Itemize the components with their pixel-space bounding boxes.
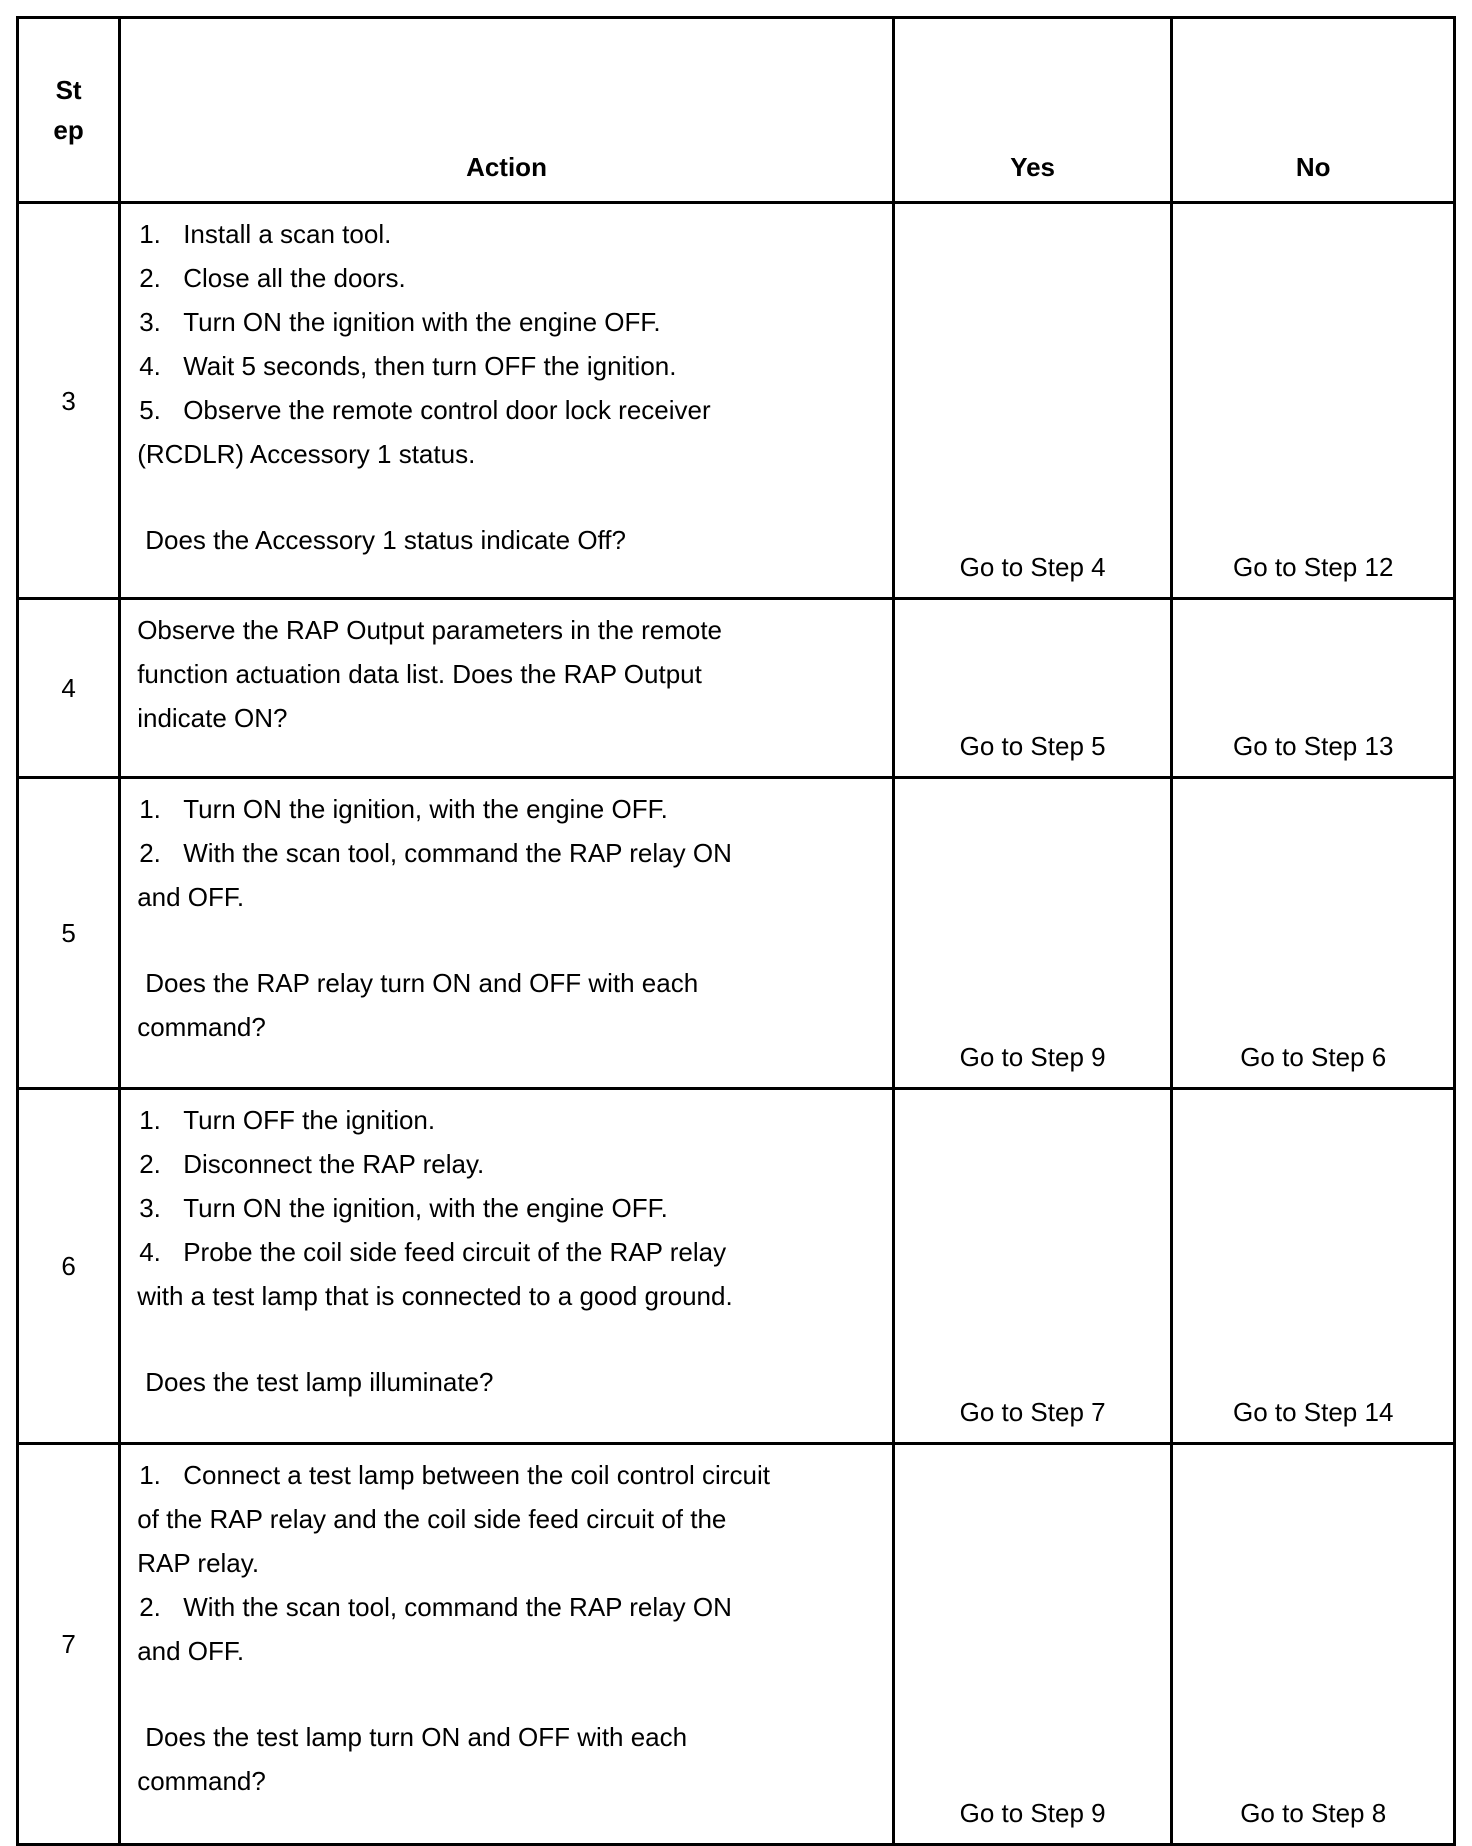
action-step-number: 2.: [139, 838, 161, 868]
action-cell: [120, 203, 894, 599]
no-result: Go to Step 13: [1172, 599, 1455, 778]
action-text-line: and OFF.: [137, 1636, 245, 1666]
action-question: Does the test lamp illuminate?: [145, 1367, 494, 1397]
action-step-number: 5.: [139, 395, 161, 425]
table-row: [18, 203, 1455, 599]
line-spacer: [137, 476, 878, 518]
action-step-item: [137, 1186, 878, 1230]
step-number: 6: [18, 1089, 120, 1444]
action-step-text: Turn ON the ignition, with the engine OFF.: [183, 794, 668, 824]
action-step-item: [137, 1585, 878, 1629]
action-step-text: Close all the doors.: [183, 263, 406, 293]
action-question: Does the test lamp turn ON and OFF with each: [145, 1722, 688, 1752]
table-row: [18, 599, 1455, 778]
action-text-line: and OFF.: [137, 882, 245, 912]
action-step-number: 3.: [139, 1193, 161, 1223]
line-spacer: [137, 919, 878, 961]
header-action: Action: [120, 18, 894, 203]
action-step-item: [137, 787, 878, 831]
header-row: [18, 18, 1455, 203]
diagnostic-table: [16, 16, 1456, 1846]
action-text-line: function actuation data list. Does the RAP Output: [137, 659, 702, 689]
action-step-text: Turn ON the ignition with the engine OFF.: [183, 307, 661, 337]
action-step-text: Install a scan tool.: [183, 219, 392, 249]
action-step-number: 2.: [139, 1592, 161, 1622]
action-step-item: [137, 1098, 878, 1142]
action-step-item: [137, 256, 878, 300]
header-no: No: [1172, 18, 1455, 203]
action-step-item: [137, 388, 878, 432]
yes-result: Go to Step 9: [893, 778, 1172, 1089]
line-spacer: [137, 1673, 878, 1715]
no-result: Go to Step 12: [1172, 203, 1455, 599]
table-row: [18, 778, 1455, 1089]
action-step-number: 2.: [139, 1149, 161, 1179]
action-step-number: 4.: [139, 1237, 161, 1267]
header-step-line2: ep: [53, 115, 84, 145]
action-step-number: 1.: [139, 794, 161, 824]
header-step-line1: St: [55, 75, 82, 105]
action-step-text: Probe the coil side feed circuit of the RAP relay: [183, 1237, 727, 1267]
action-text-line: with a test lamp that is connected to a good ground.: [137, 1281, 733, 1311]
step-number: 4: [18, 599, 120, 778]
action-step-item: [137, 831, 878, 875]
action-step-number: 1.: [139, 1105, 161, 1135]
action-text-line: command?: [137, 1012, 266, 1042]
header-step: [18, 18, 120, 203]
line-spacer: [137, 1318, 878, 1360]
action-step-text: With the scan tool, command the RAP relay ON: [183, 838, 732, 868]
table-row: [18, 1444, 1455, 1845]
action-step-number: 2.: [139, 263, 161, 293]
action-step-number: 1.: [139, 1460, 161, 1490]
header-yes: Yes: [893, 18, 1172, 203]
action-step-number: 3.: [139, 307, 161, 337]
action-step-text: Turn OFF the ignition.: [183, 1105, 436, 1135]
action-cell: [120, 778, 894, 1089]
action-cell: [120, 599, 894, 778]
action-step-text: Turn ON the ignition, with the engine OFF.: [183, 1193, 668, 1223]
action-step-item: [137, 1230, 878, 1274]
action-step-text: With the scan tool, command the RAP relay ON: [183, 1592, 732, 1622]
yes-result: Go to Step 4: [893, 203, 1172, 599]
action-text-line: command?: [137, 1766, 266, 1796]
action-text-line: indicate ON?: [137, 703, 288, 733]
action-step-number: 1.: [139, 219, 161, 249]
no-result: Go to Step 14: [1172, 1089, 1455, 1444]
no-result: Go to Step 6: [1172, 778, 1455, 1089]
action-question: Does the RAP relay turn ON and OFF with each: [145, 968, 699, 998]
action-step-item: [137, 344, 878, 388]
action-step-item: [137, 300, 878, 344]
action-step-text: Disconnect the RAP relay.: [183, 1149, 485, 1179]
step-number: 7: [18, 1444, 120, 1845]
yes-result: Go to Step 7: [893, 1089, 1172, 1444]
yes-result: Go to Step 5: [893, 599, 1172, 778]
action-step-number: 4.: [139, 351, 161, 381]
table-row: [18, 1089, 1455, 1444]
action-step-text: Connect a test lamp between the coil control circuit: [183, 1460, 770, 1490]
no-result: Go to Step 8: [1172, 1444, 1455, 1845]
action-step-text: Wait 5 seconds, then turn OFF the ignition.: [183, 351, 677, 381]
action-text-line: RAP relay.: [137, 1548, 260, 1578]
step-number: 5: [18, 778, 120, 1089]
action-step-item: [137, 1453, 878, 1497]
action-question: Does the Accessory 1 status indicate Off?: [145, 525, 626, 555]
action-cell: [120, 1089, 894, 1444]
action-text-line: (RCDLR) Accessory 1 status.: [137, 439, 476, 469]
action-step-item: [137, 1142, 878, 1186]
yes-result: Go to Step 9: [893, 1444, 1172, 1845]
action-text-line: of the RAP relay and the coil side feed circuit of the: [137, 1504, 727, 1534]
step-number: 3: [18, 203, 120, 599]
action-step-item: [137, 212, 878, 256]
action-text-line: Observe the RAP Output parameters in the remote: [137, 615, 723, 645]
action-cell: [120, 1444, 894, 1845]
action-step-text: Observe the remote control door lock receiver: [183, 395, 711, 425]
